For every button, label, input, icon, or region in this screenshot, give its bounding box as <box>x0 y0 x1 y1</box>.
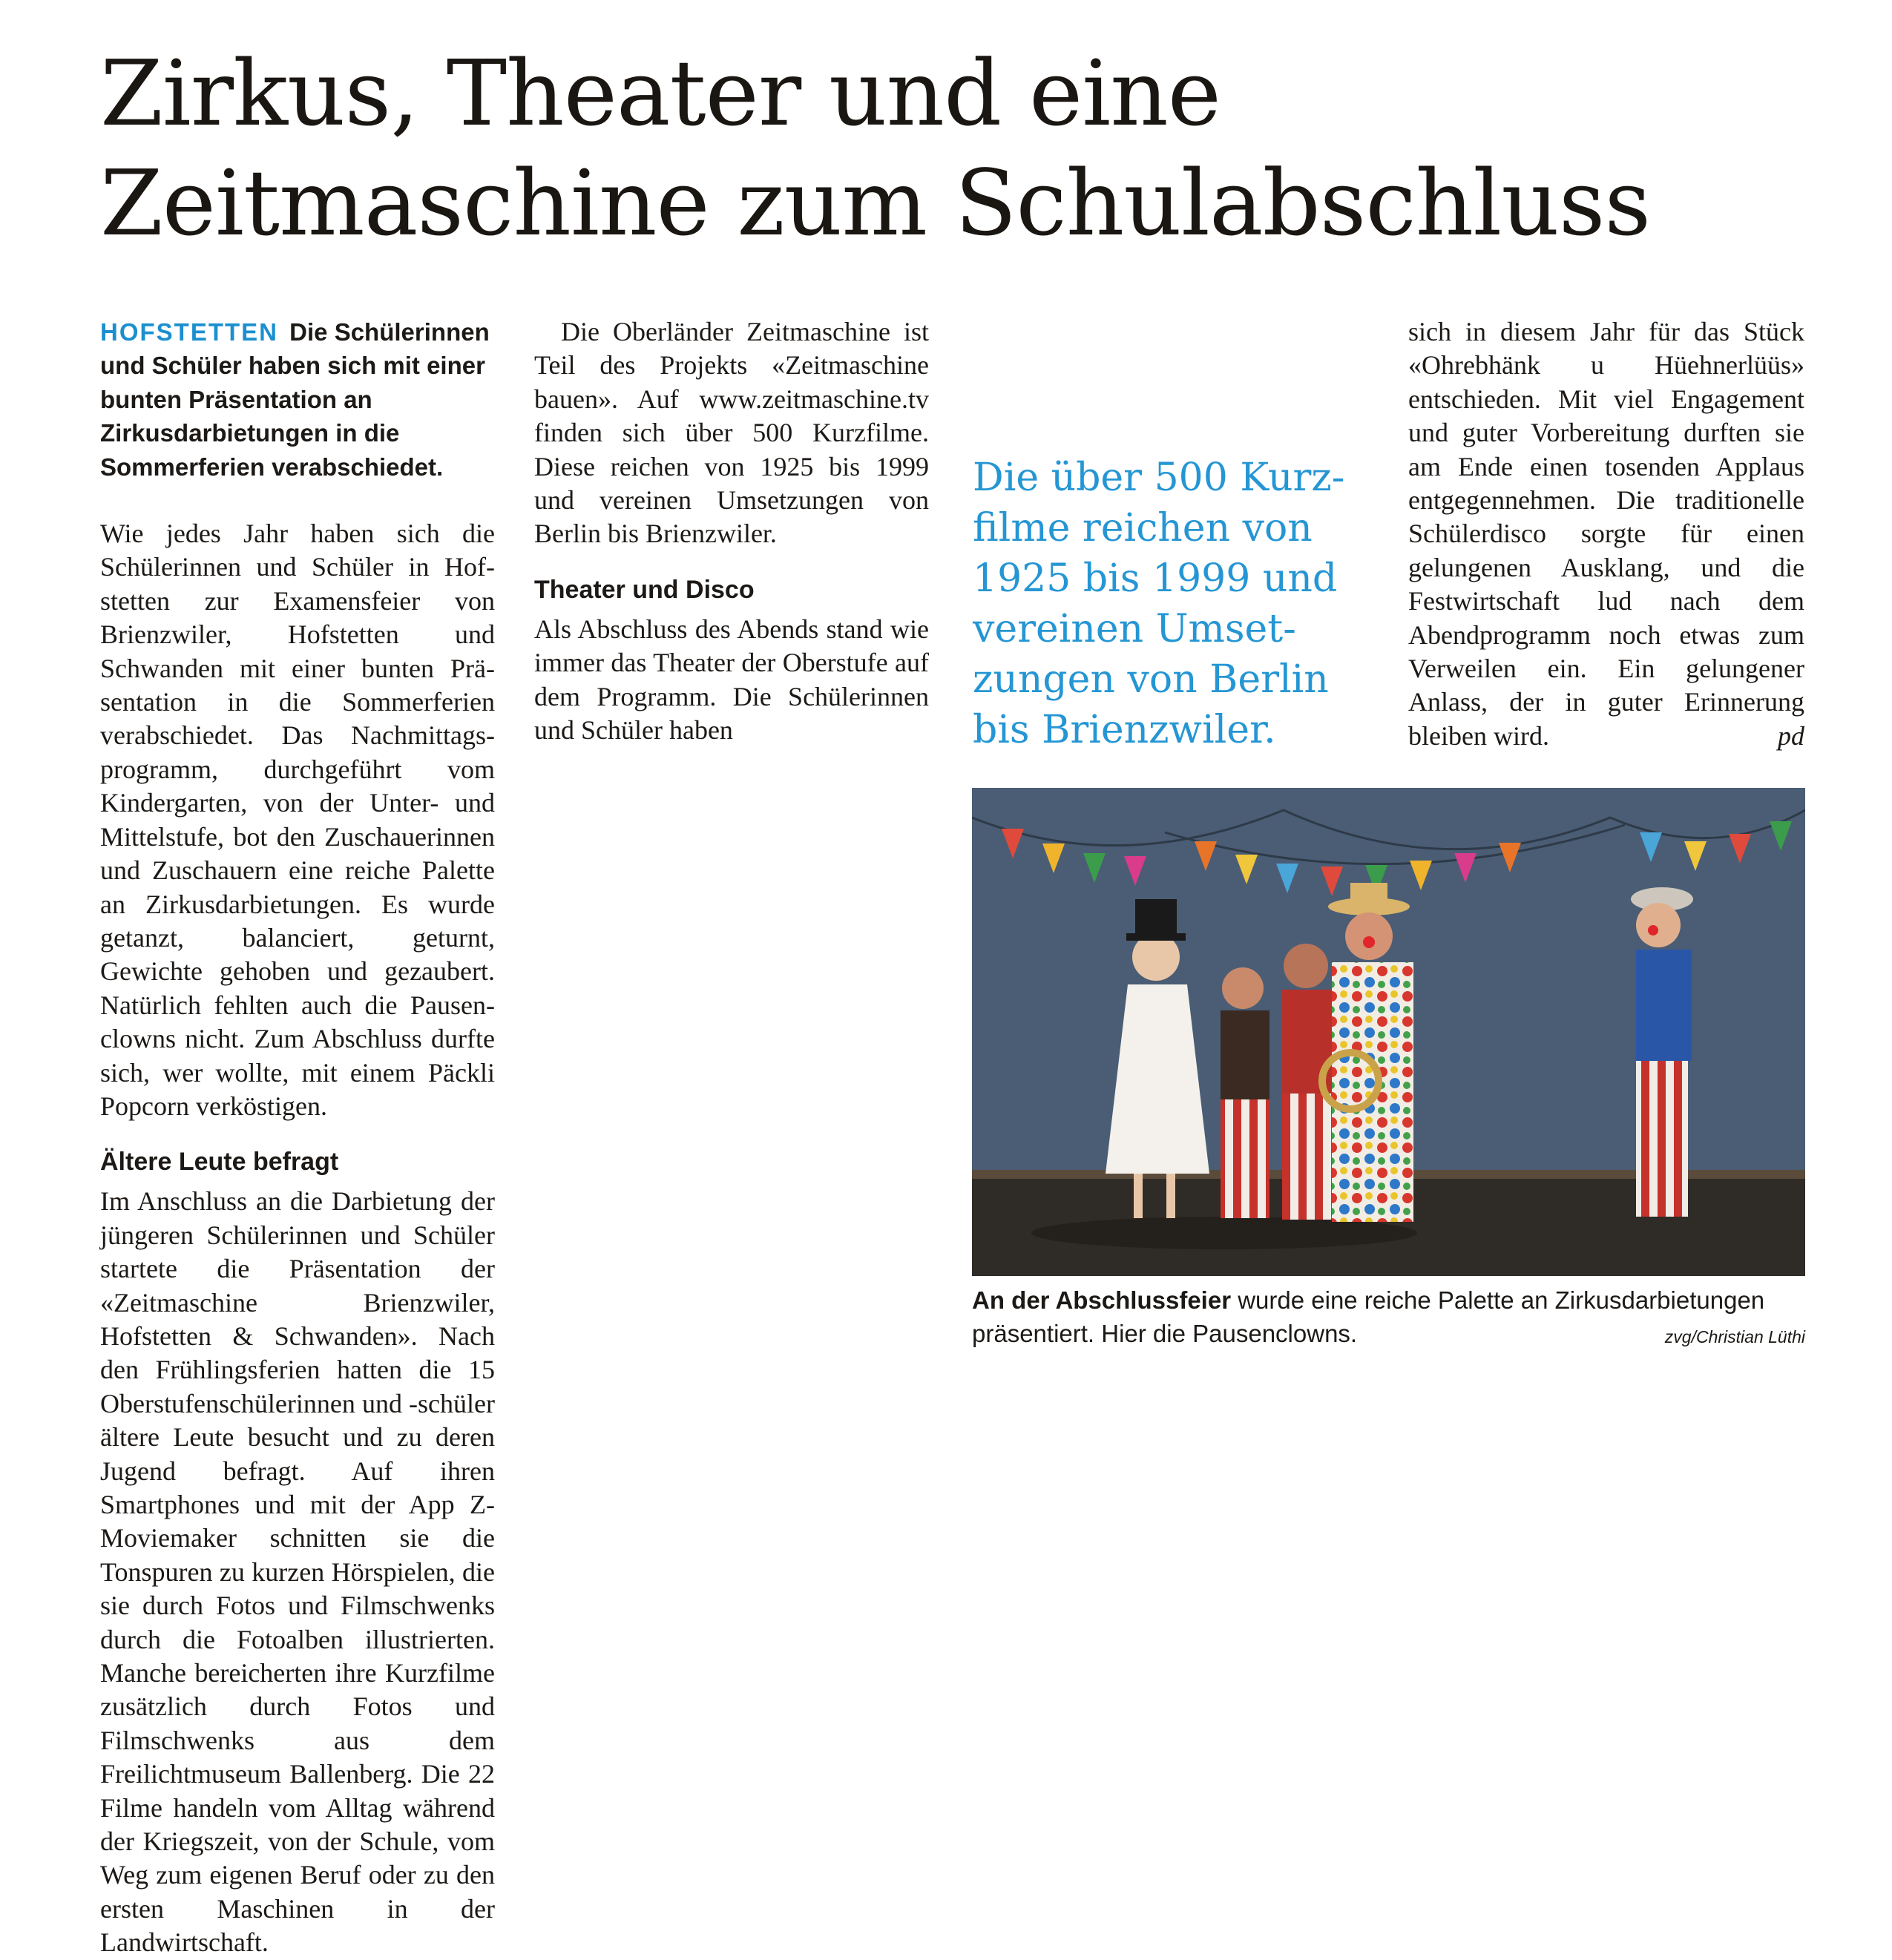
subheading-aeltere-leute: Ältere Leute befragt <box>100 1148 339 1177</box>
body-paragraph-3: Die Oberländer Zeitmaschine ist Teil des Projekts «Zeitmaschine bauen». Auf www.zeitmaschine.tv finden sich über 500 Kurzfilme. Diese reichen von 1925 bis 1999 und vereinen Umsetzungen von Berlin bis Brienzwiler. <box>534 317 929 549</box>
author-signature: pd <box>1778 720 1804 751</box>
body-paragraph-4a: Als Abschluss des Abends stand wie immer das Theater der Oberstufe auf dem Programm. Die Schülerinnen und Schüler haben <box>534 614 929 746</box>
body-paragraph-4b <box>1408 315 1804 753</box>
body-paragraph-1: Wie jedes Jahr haben sich die Schülerinnen und Schüler in Hofstetten zur Examensfeier von Brienzwiler, Hofstetten und Schwanden mit einer bunten Präsentation in die Sommerferien verabschiedet. Das Nachmittagsprogramm, durchgeführt vom Kindergarten, von der Unter- und Mittelstufe, bot den Zuschauerinnen und Zuschauern eine reiche Palette an Zirkusdarbietungen. Es wurde getanzt, balanciert, geturnt, Gewichte gehoben und gezaubert. Natürlich fehlten auch die Pausenclowns nicht. Zum Abschluss durfte sich, wer wollte, mit einem Päckli Popcorn verköstigen. <box>100 519 495 1121</box>
headline <box>100 39 1844 258</box>
caption-bold: An der Abschlussfeier <box>972 1286 1232 1314</box>
pull-quote: Die über 500 Kurzfilme reichen von 1925 bis 1999 und vereinen Umsetzungen von Berlin bis Brienzwiler. <box>973 456 1345 752</box>
column-4 <box>1408 315 1804 753</box>
column-2 <box>534 315 929 747</box>
photo-pausenclowns <box>972 788 1805 1276</box>
location-kicker: HOFSTETTEN <box>100 318 278 346</box>
column-1 <box>100 315 495 1960</box>
caption-text: wurde eine reiche Palette an Zirkusdarbietungen präsentiert. Hier die Pausenclowns. <box>972 1286 1765 1347</box>
lead-text: Die Schülerinnen und Schüler haben sich mit einer bunten Präsentation an Zirkusdarbietungen in die Sommerferien verabschiedet. <box>100 318 490 481</box>
headline-line-1: Zirkus, Theater und eine <box>100 41 1221 146</box>
lead-paragraph <box>100 315 495 484</box>
headline-line-2: Zeitmaschine zum Schulabschluss <box>100 151 1651 256</box>
photo-credit: zvg/Christian Lüthi <box>1664 1327 1805 1346</box>
subheading-theater-disco: Theater und Disco <box>534 575 755 604</box>
stage-photo-illustration <box>972 788 1805 1276</box>
body-paragraph-2: Im Anschluss an die Darbietung der jüngeren Schülerinnen und Schüler startete die Präsentation der «Zeitmaschine Brienzwiler, Hofstetten & Schwanden». Nach den Frühlingsferien hatten die 15 Oberstufenschülerinnen und -schüler ältere Leute besucht und zu deren Jugend befragt. Auf ihren Smartphones und mit der App Z-Moviemaker schnitten sie die Tonspuren zu kurzen Hörspielen, die sie durch Fotos und Filmschwenks durch die Fotoalben illustrierten. Manche bereicherten ihre Kurzfilme zusätzlich durch Fotos und Filmschwenks aus dem Freilichtmuseum Ballenberg. Die 22 Filme handeln vom Alltag während der Kriegszeit, von der Schule, vom Weg zum eigenen Beruf oder zu den ersten Maschinen in der Landwirtschaft. <box>100 1186 495 1958</box>
photo-caption <box>972 1283 1805 1350</box>
body-paragraph-4b-text: sich in diesem Jahr für das Stück «Ohrebhänk u Hüehnerlüüs» entschieden. Mit viel Engagement und guter Vorbereitung durften sie am Ende einen tosenden Applaus entgegennehmen. Die traditionelle Schülerdisco sorgte für einen gelungenen Ausklang, und die Festwirtschaft lud nach dem Abendprogramm noch etwas zum Verweilen ein. Ein gelungener Anlass, der in guter Erinnerung bleiben wird. <box>1408 317 1804 751</box>
